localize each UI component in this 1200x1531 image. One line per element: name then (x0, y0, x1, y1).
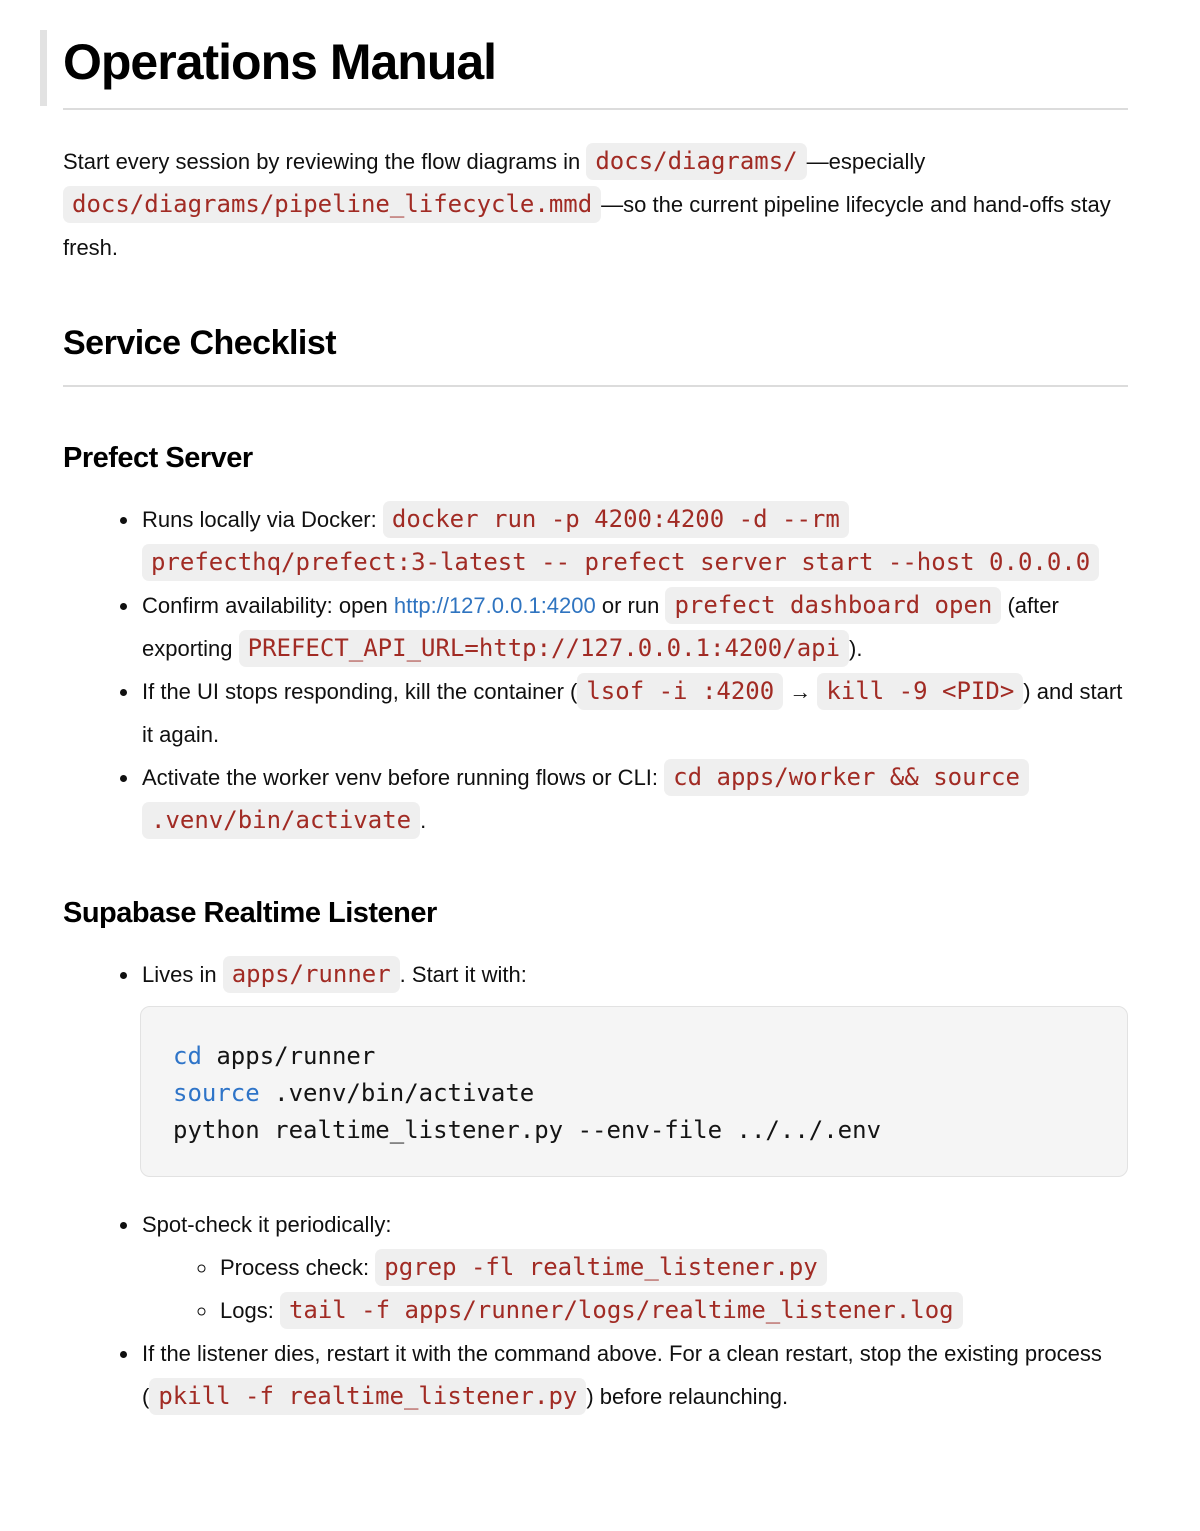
text-run: (after exporting (142, 593, 1059, 662)
inline-code: docker run -p 4200:4200 -d --rm prefecthq/prefect:3-latest -- prefect server start --host 0.0.0.0 (142, 501, 1099, 581)
section-heading-service-checklist: Service Checklist (63, 323, 1128, 388)
text-run: Logs: (220, 1297, 280, 1323)
list-item (140, 756, 1128, 842)
list-item (140, 584, 1128, 670)
list-item (218, 1289, 1128, 1332)
code-line (173, 1112, 1097, 1149)
inline-code: lsof -i :4200 (577, 673, 783, 710)
page-title: Operations Manual (63, 34, 497, 90)
inline-code: pgrep -fl realtime_listener.py (375, 1249, 826, 1286)
text-run: —especially (806, 148, 926, 174)
url-link[interactable]: http://127.0.0.1:4200 (393, 593, 596, 619)
list-item (218, 1246, 1128, 1289)
title-accent-bar (40, 30, 47, 106)
subsection-heading-prefect-server: Prefect Server (63, 442, 253, 475)
text-run: If the listener dies, restart it with the command above. For a clean restart, stop the existing process ( (142, 1340, 1102, 1409)
text-run: Runs locally via Docker: (142, 507, 383, 533)
inline-code: docs/diagrams/ (586, 143, 806, 180)
text-run: ) and start it again. (142, 679, 1123, 748)
code-keyword: cd (173, 1041, 202, 1070)
sections (63, 441, 1128, 1418)
inline-code: apps/runner (223, 956, 400, 993)
bullet-list (63, 953, 1128, 1418)
text-run: Lives in (142, 961, 223, 987)
subsection-heading-supabase-realtime-listener: Supabase Realtime Listener (63, 897, 437, 930)
inline-code: docs/diagrams/pipeline_lifecycle.mmd (63, 186, 601, 223)
code-block (140, 1006, 1128, 1177)
text-run: . (420, 808, 427, 834)
inline-code: pkill -f realtime_listener.py (149, 1378, 586, 1415)
code-text: python realtime_listener.py --env-file ../../.env (173, 1115, 882, 1144)
code-line (173, 1038, 1097, 1075)
list-item (140, 670, 1128, 756)
text-run: —so the current pipeline lifecycle and hand-offs stay fresh. (63, 191, 1111, 260)
inline-code: tail -f apps/runner/logs/realtime_listener.log (280, 1292, 963, 1329)
list-item (140, 498, 1128, 584)
text-run: . Start it with: (399, 961, 527, 987)
text-run: Process check: (220, 1254, 376, 1280)
text-run: Confirm availability: open (142, 593, 394, 619)
list-item (140, 1203, 1128, 1332)
text-run: or run (595, 593, 666, 619)
list-item (140, 1332, 1128, 1418)
sub-list (142, 1246, 1128, 1332)
code-line (173, 1075, 1097, 1112)
intro-paragraph (63, 140, 1128, 269)
text-run: Activate the worker venv before running flows or CLI: (142, 765, 665, 791)
text-run: Spot-check it periodically: (142, 1211, 392, 1237)
text-run: Start every session by reviewing the flow diagrams in (63, 148, 587, 174)
code-text: .venv/bin/activate (259, 1078, 535, 1107)
title-block (63, 34, 1128, 110)
text-run: ) before relaunching. (586, 1383, 789, 1409)
inline-code: kill -9 <PID> (817, 673, 1023, 710)
code-text: apps/runner (201, 1041, 376, 1070)
inline-code: PREFECT_API_URL=http://127.0.0.1:4200/api (239, 630, 849, 667)
code-keyword: source (173, 1078, 260, 1107)
inline-code: prefect dashboard open (665, 587, 1001, 624)
bullet-list (63, 498, 1128, 842)
text-run: If the UI stops responding, kill the container ( (142, 679, 578, 705)
inline-code: cd apps/worker && source .venv/bin/activate (142, 759, 1029, 839)
text-run: ). (849, 636, 863, 662)
text-run: → (783, 679, 818, 705)
list-item (140, 953, 1128, 1177)
